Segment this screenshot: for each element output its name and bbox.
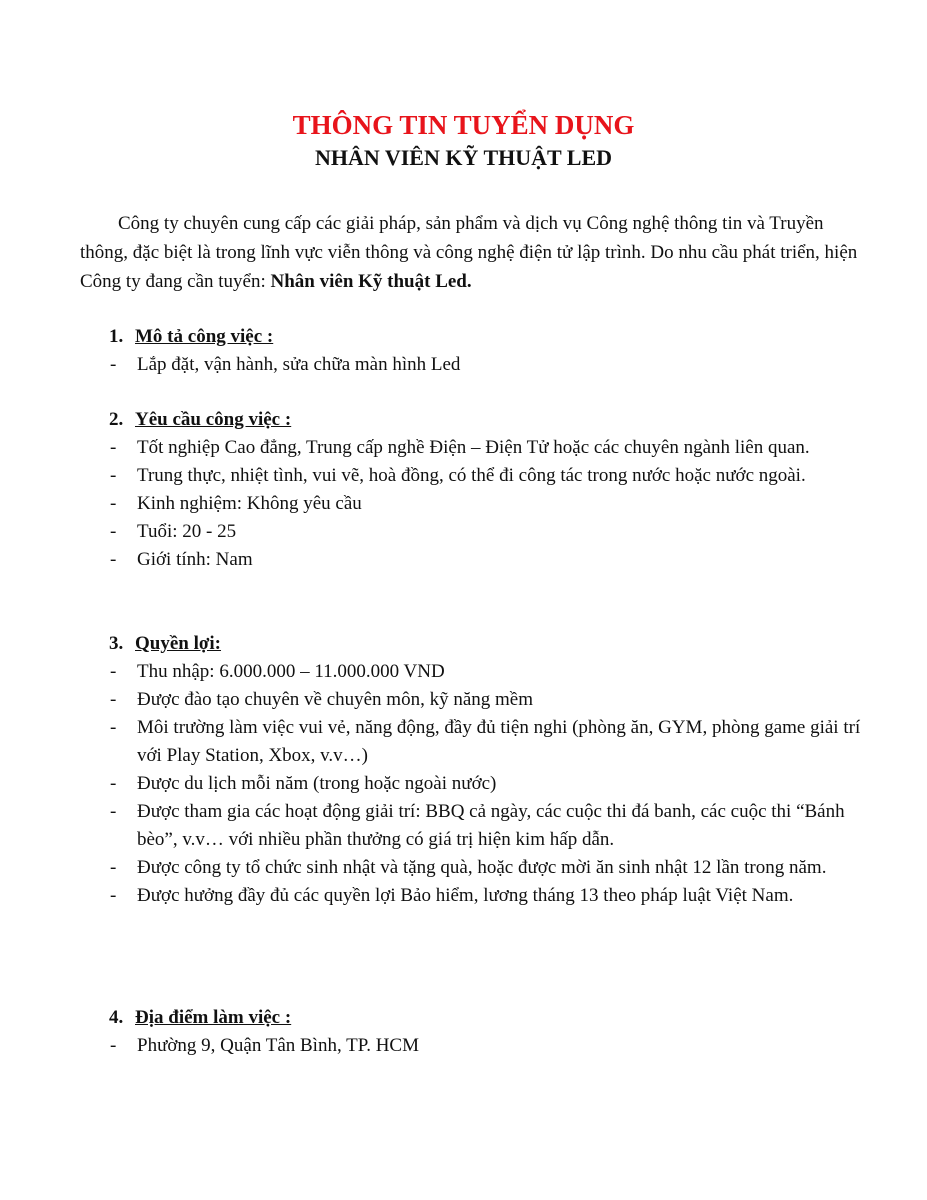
intro-position-name: Nhân viên Kỹ thuật Led. [270,271,472,292]
dash-bullet: - [110,549,117,570]
dash-bullet: - [110,465,117,486]
dash-bullet: - [110,801,117,822]
dash-bullet: - [110,521,117,542]
section-list [110,351,880,379]
section-list [110,434,880,574]
list-item [110,351,880,379]
list-item-text: Được tham gia các hoạt động giải trí: BBQ cả ngày, các cuộc thi đá banh, các cuộc thi “Bánh bèo”, v.v… với nhiều phần thưởng có giá trị hiện kim hấp dẫn. [137,801,845,850]
list-item-text: Được công ty tổ chức sinh nhật và tặng quà, hoặc được mời ăn sinh nhật 12 lần trong năm. [137,857,827,878]
list-item [110,546,880,574]
list-item [110,658,880,686]
list-item-text: Môi trường làm việc vui vẻ, năng động, đầy đủ tiện nghi (phòng ăn, GYM, phòng game giải trí với Play Station, Xbox, v.v…) [137,717,861,766]
dash-bullet: - [110,437,117,458]
section-heading [110,630,880,658]
dash-bullet: - [110,885,117,906]
section-number: 2. [109,409,124,430]
list-item-text: Trung thực, nhiệt tình, vui vẽ, hoà đồng, có thể đi công tác trong nước hoặc nước ngoài. [137,465,806,486]
intro-paragraph [80,209,870,296]
section-heading [110,1004,880,1032]
list-item-text: Thu nhập: 6.000.000 – 11.000.000 VND [137,661,445,682]
dash-bullet: - [110,689,117,710]
list-item-text: Lắp đặt, vận hành, sửa chữa màn hình Led [137,354,461,375]
dash-bullet: - [110,354,117,375]
list-item [110,434,880,462]
list-item-text: Được đào tạo chuyên về chuyên môn, kỹ năng mềm [137,689,534,710]
list-item [110,462,880,490]
section-heading-text: Mô tả công việc : [135,326,274,347]
section-heading-text: Yêu cầu công việc : [135,409,292,430]
dash-bullet: - [110,857,117,878]
dash-bullet: - [110,773,117,794]
section-number: 3. [109,633,124,654]
section-work-location [110,1004,880,1060]
list-item-text: Giới tính: Nam [137,549,253,570]
dash-bullet: - [110,493,117,514]
section-heading [110,323,880,351]
section-number: 4. [109,1007,124,1028]
list-item-text: Phường 9, Quận Tân Bình, TP. HCM [137,1035,419,1056]
list-item [110,770,880,798]
section-heading [110,406,880,434]
section-job-description [110,323,880,379]
list-item-text: Tuổi: 20 - 25 [137,521,237,542]
list-item [110,854,880,882]
document-title: THÔNG TIN TUYỂN DỤNG [292,110,635,140]
list-item-text: Được du lịch mỗi năm (trong hoặc ngoài nước) [137,773,497,794]
list-item [110,490,880,518]
list-item [110,518,880,546]
section-requirements [110,406,880,574]
list-item [110,714,880,770]
list-item-text: Được hưởng đầy đủ các quyền lợi Bảo hiểm, lương tháng 13 theo pháp luật Việt Nam. [137,885,794,906]
section-list [110,1032,880,1060]
dash-bullet: - [110,717,117,738]
list-item [110,686,880,714]
list-item [110,798,880,854]
list-item-text: Tốt nghiệp Cao đẳng, Trung cấp nghề Điện – Điện Tử hoặc các chuyên ngành liên quan. [137,437,810,458]
document-subtitle: NHÂN VIÊN KỸ THUẬT LED [314,145,613,170]
section-number: 1. [109,326,124,347]
section-benefits [110,630,880,910]
list-item [110,1032,880,1060]
intro-text: Công ty chuyên cung cấp các giải pháp, sản phẩm và dịch vụ Công nghệ thông tin và Truyền thông, đặc biệt là trong lĩnh vực viễn thông và công nghệ điện tử lập trình. Do nhu cầu phát triển, hiện Công ty đang cần tuyển: [80,213,858,292]
section-heading-text: Quyền lợi: [135,633,222,654]
dash-bullet: - [110,661,117,682]
list-item-text: Kinh nghiệm: Không yêu cầu [137,493,362,514]
section-list [110,658,880,910]
section-heading-text: Địa điểm làm việc : [135,1007,292,1028]
dash-bullet: - [110,1035,117,1056]
list-item [110,882,880,910]
